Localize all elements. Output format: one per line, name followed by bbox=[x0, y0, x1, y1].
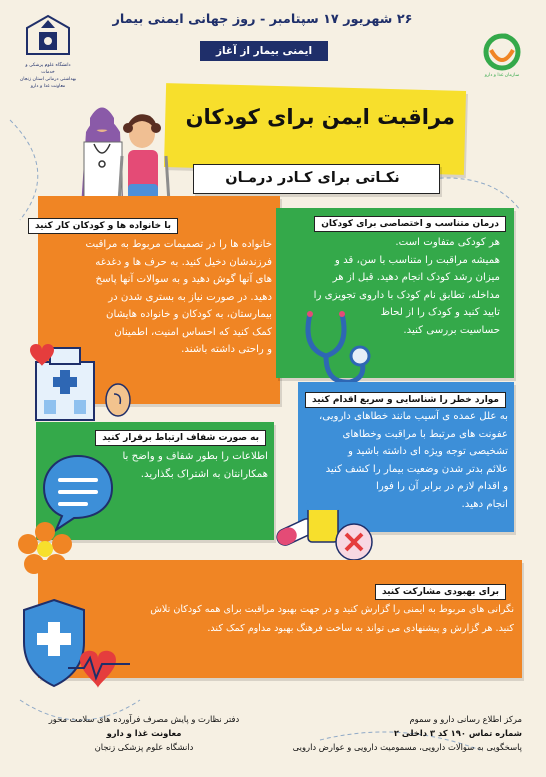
ear-icon bbox=[106, 384, 130, 416]
families-line-6: کمک کنید که احساس امنیت، اطمینان bbox=[114, 326, 272, 338]
university-emblem-icon bbox=[25, 14, 71, 60]
footer-phone: شماره تماس ۱۹۰ کد ۳ داخلی ۲ bbox=[393, 728, 522, 738]
improvement-line-2: کنید. هر گزارش و پیشنهادی می تواند به ساخت فرهنگ بهبود مداوم کمک کند. bbox=[207, 623, 514, 634]
risks-line-2: عفونت های مرتبط با مراقبت وخطاهای bbox=[342, 428, 508, 440]
risks-line-6: انجام دهید. bbox=[461, 498, 508, 510]
communication-card-body bbox=[120, 448, 268, 483]
risks-card-body bbox=[304, 408, 508, 513]
families-line-1: خانواده ها را در تصمیمات مربوط به مراقبت bbox=[85, 239, 272, 250]
risks-line-3: تشخیصی توجه ویژه ای داشته باشید و bbox=[348, 446, 508, 457]
risks-line-5: و اقدام لازم در برابر آن را فورا bbox=[376, 481, 508, 492]
footer-left-line-3: دانشگاه علوم پزشکی زنجان bbox=[94, 742, 194, 752]
families-card-title: با خانواده ها و کودکان کار کنید bbox=[28, 218, 178, 234]
stethoscope-icon bbox=[296, 308, 374, 392]
footer-right bbox=[286, 712, 522, 754]
date-line: ۲۶ شهریور ۱۷ سپتامبر - روز جهانی ایمنی بیمار bbox=[112, 12, 413, 27]
families-line-7: و راحتی داشته باشند. bbox=[181, 344, 272, 355]
treatment-line-2: همیشه مراقبت را متناسب با سن، قد و bbox=[334, 254, 500, 266]
treatment-line-3: میزان رشد کودک انجام دهید. قبل از هر bbox=[332, 272, 500, 283]
families-line-5: بیمارستان، به کودکان و خانواده هایشان bbox=[106, 309, 272, 320]
treatment-card-title: درمان متناسب و اختصاصی برای کودکان bbox=[314, 216, 506, 232]
university-caption-line-1: دانشگاه علوم پزشکی و خدمات bbox=[25, 63, 71, 75]
slogan-badge: ایمنی بیمار از آغاز bbox=[200, 41, 328, 61]
improvement-card-title: برای بهبودی مشارکت کنید bbox=[375, 584, 506, 600]
title-panel bbox=[164, 83, 466, 175]
risks-line-1: به علل عمده ی آسیب مانند خطاهای دارویی، bbox=[318, 411, 508, 422]
heart-icon bbox=[80, 651, 116, 688]
footer-left-line-1: دفتر نظارت و پایش مصرف فرآورده های سلامت محور bbox=[48, 714, 240, 724]
improvement-line-1: نگرانی های مربوط به ایمنی را گزارش کنید و در جهت بهبود مراقبت برای همه کودکان تلاش bbox=[150, 604, 514, 615]
communication-line-2: همکارانتان به اشتراک بگذارید. bbox=[140, 468, 268, 480]
treatment-line-6: حساسیت بررسی کنید. bbox=[403, 324, 500, 336]
treatment-line-4: مداخله، تطابق نام کودک با داروی تجویزی را bbox=[313, 289, 500, 301]
footer-right-line-1: مرکز اطلاع رسانی دارو و سموم bbox=[409, 714, 522, 724]
communication-card-title: به صورت شفاف ارتباط برقرار کنید bbox=[95, 430, 266, 446]
footer-left bbox=[24, 712, 264, 754]
fda-emblem-icon bbox=[481, 30, 523, 72]
treatment-line-1: هر کودکی متفاوت است. bbox=[395, 237, 500, 248]
university-caption-line-3: معاونت غذا و دارو bbox=[30, 84, 66, 89]
fda-logo bbox=[474, 30, 530, 78]
communication-line-1: اطلاعات را بطور شفاف و واضح با bbox=[122, 451, 268, 462]
university-caption bbox=[18, 62, 78, 90]
footer-right-line-3: پاسخگویی به سوالات دارویی، مسمومیت دارویی و عوارض دارویی bbox=[292, 742, 522, 752]
subtitle: نکـاتی برای کـادر درمـان bbox=[225, 170, 400, 186]
treatment-line-5: تایید کنید و کودک را از لحاظ bbox=[380, 307, 500, 318]
risks-card-title: موارد خطر را شناسایی و سریع اقدام کنید bbox=[305, 392, 506, 408]
university-logo bbox=[18, 14, 78, 90]
main-title: مراقبت ایمن برای کودکان bbox=[185, 105, 455, 129]
footer-left-line-2: معاونت غذا و دارو bbox=[106, 728, 182, 738]
university-caption-line-2: بهداشتی درمانی استان زنجان bbox=[19, 77, 77, 82]
families-line-2: فرزندشان دخیل کنید. به حرف ها و دغدغه bbox=[95, 256, 272, 268]
families-line-3: های آنها گوش دهید و به سوالات آنها پاسخ bbox=[95, 274, 272, 285]
hospital-icon bbox=[24, 338, 136, 422]
families-line-4: دهید. در صورت نیاز به بستری شدن در bbox=[108, 291, 272, 303]
fda-caption: سازمان غذا و دارو bbox=[484, 73, 520, 78]
improvement-card-body bbox=[134, 600, 514, 638]
shield-icon bbox=[18, 596, 134, 696]
risks-line-4: علائم بدتر شدن وضعیت بیمار را کشف کنید bbox=[325, 463, 508, 475]
